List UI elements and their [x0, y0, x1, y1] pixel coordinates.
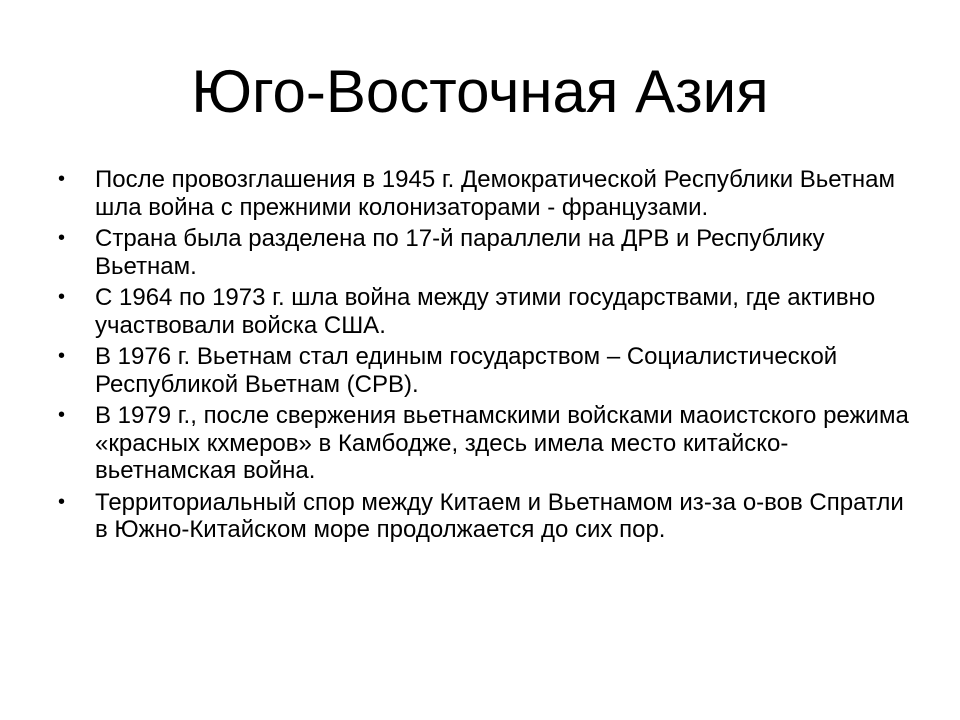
bullet-item — [54, 284, 914, 339]
bullet-item — [54, 166, 914, 221]
bullet-list — [54, 166, 914, 548]
slide-title: Юго-Восточная Азия — [191, 58, 769, 125]
bullet-item — [54, 343, 914, 398]
bullet-dot-icon: • — [58, 404, 66, 426]
bullet-text: С 1964 по 1973 г. шла война между этими государствами, где активно участвовали войска США. — [95, 284, 876, 339]
bullet-dot-icon: • — [58, 345, 66, 367]
bullet-item — [54, 489, 914, 544]
bullet-dot-icon: • — [58, 168, 66, 190]
bullet-item — [54, 225, 914, 280]
bullet-text: После провозглашения в 1945 г. Демократической Республики Вьетнам шла война с прежними колонизаторами - французами. — [95, 166, 895, 221]
bullet-text: В 1979 г., после свержения вьетнамскими войсками маоистского режима «красных кхмеров» в Камбодже, здесь имела место китайско-вьетнамская война. — [95, 402, 909, 484]
bullet-item — [54, 402, 914, 485]
bullet-text: В 1976 г. Вьетнам стал единым государством – Социалистической Республикой Вьетнам (СРВ). — [95, 343, 838, 398]
bullet-text: Страна была разделена по 17-й параллели на ДРВ и Республику Вьетнам. — [95, 225, 825, 280]
bullet-dot-icon: • — [58, 490, 66, 513]
bullet-text: Территориальный спор между Китаем и Вьетнамом из-за о-вов Спратли в Южно-Китайском море продолжается до сих пор. — [95, 488, 904, 543]
bullet-dot-icon: • — [58, 227, 66, 249]
bullet-dot-icon: • — [58, 286, 66, 308]
